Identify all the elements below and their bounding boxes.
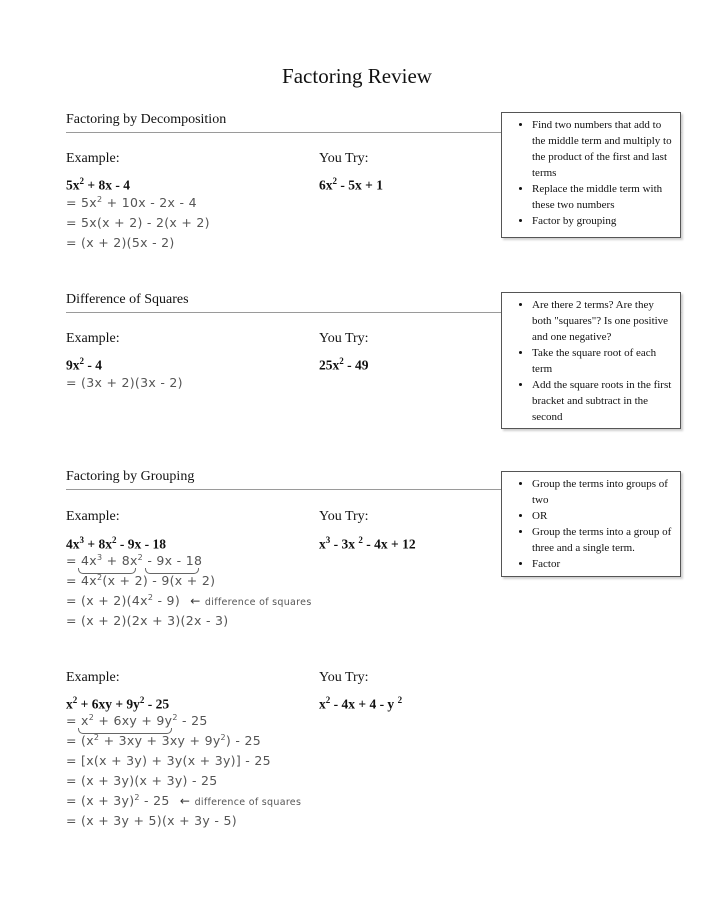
tips-box-squares: [501, 292, 681, 429]
solution-step: = $4x^2(x + 2) - 9(x + 2)$: [66, 573, 216, 589]
example-label: Example:: [66, 331, 120, 346]
tip-item: • Replace the middle term with these two numbers: [532, 181, 674, 213]
you-try-problem: $6x^2 - 5x + 1$: [319, 176, 383, 193]
solution-step: = $(x + 2)(4x^2 - 9)$ ← difference of squares: [66, 593, 312, 609]
solution-step: = $4x^3 + 8x^2 - 9x - 18$: [66, 553, 203, 569]
solution-step: = [x(x + 3y) + 3y(x + 3y)] - 25: [66, 753, 271, 768]
solution-step: = $x^2 + 6xy + 9y^2 - 25$: [66, 713, 208, 729]
you-try-problem: $x^2 - 4x + 4 - y$ $^2$: [319, 695, 403, 712]
tip-item: • Take the square root of each term: [532, 345, 674, 377]
solution-step: = $5x^2 + 10x - 2x - 4$: [66, 195, 197, 211]
section-heading-decomposition: Factoring by Decomposition: [66, 112, 227, 127]
tip-item: • Factor by grouping: [532, 213, 674, 229]
you-try-label: You Try:: [319, 509, 369, 524]
example-problem: $9x^2 - 4$: [66, 356, 102, 373]
tip-item: • Factor: [532, 556, 674, 572]
you-try-label: You Try:: [319, 331, 369, 346]
example-label: Example:: [66, 670, 120, 685]
tip-item: • Are there 2 terms? Are they both "squares"? Is one positive and one negative?: [532, 297, 674, 345]
page-title: Factoring Review: [282, 64, 432, 88]
solution-step: = (x + 2)(2x + 3)(2x - 3): [66, 613, 229, 628]
example-problem: $5x^2 + 8x - 4$: [66, 176, 130, 193]
you-try-label: You Try:: [319, 670, 369, 685]
solution-step: = 5x(x + 2) - 2(x + 2): [66, 215, 210, 230]
you-try-problem: $x^3 - 3x$ $^2$ - 4x + 12: [319, 535, 416, 552]
tip-item: • Group the terms into groups of two: [532, 476, 674, 508]
section-heading-grouping: Factoring by Grouping: [66, 469, 195, 484]
example-label: Example:: [66, 151, 120, 166]
solution-step: = (3x + 2)(3x - 2): [66, 375, 183, 390]
arrow-left-icon: ←: [190, 594, 201, 609]
tip-item: • Find two numbers that add to the middle term and multiply to the product of the first and last terms: [532, 117, 674, 181]
you-try-problem: $25x^2 - 49$: [319, 356, 369, 373]
example-label: Example:: [66, 509, 120, 524]
solution-step: = (x + 2)(5x - 2): [66, 235, 175, 250]
solution-step: = $(x + 3y)^2 - 25$ ← difference of squares: [66, 793, 302, 809]
solution-step: = (x + 3y)(x + 3y) - 25: [66, 773, 218, 788]
tip-item: • Add the square roots in the first bracket and subtract in the second: [532, 377, 674, 425]
arrow-left-icon: ←: [179, 794, 191, 809]
tip-item: • OR: [532, 508, 674, 524]
annotation-note: difference of squares: [204, 597, 312, 609]
tips-box-grouping: [501, 471, 681, 577]
section-heading-squares: Difference of Squares: [66, 292, 189, 307]
tip-item: • Group the terms into a group of three and a single term.: [532, 524, 674, 556]
you-try-label: You Try:: [319, 151, 369, 166]
solution-step: = $(x^2 + 3xy + 3xy + 9y^2) - 25$: [66, 733, 261, 749]
example-problem: $x^2 + 6xy + 9y^2 - 25$: [66, 695, 170, 712]
example-problem: $4x^3 + 8x^2 - 9x - 18$: [66, 535, 166, 552]
solution-step: = (x + 3y + 5)(x + 3y - 5): [66, 813, 237, 828]
annotation-note: difference of squares: [194, 797, 302, 809]
tips-box-decomposition: [501, 112, 681, 238]
